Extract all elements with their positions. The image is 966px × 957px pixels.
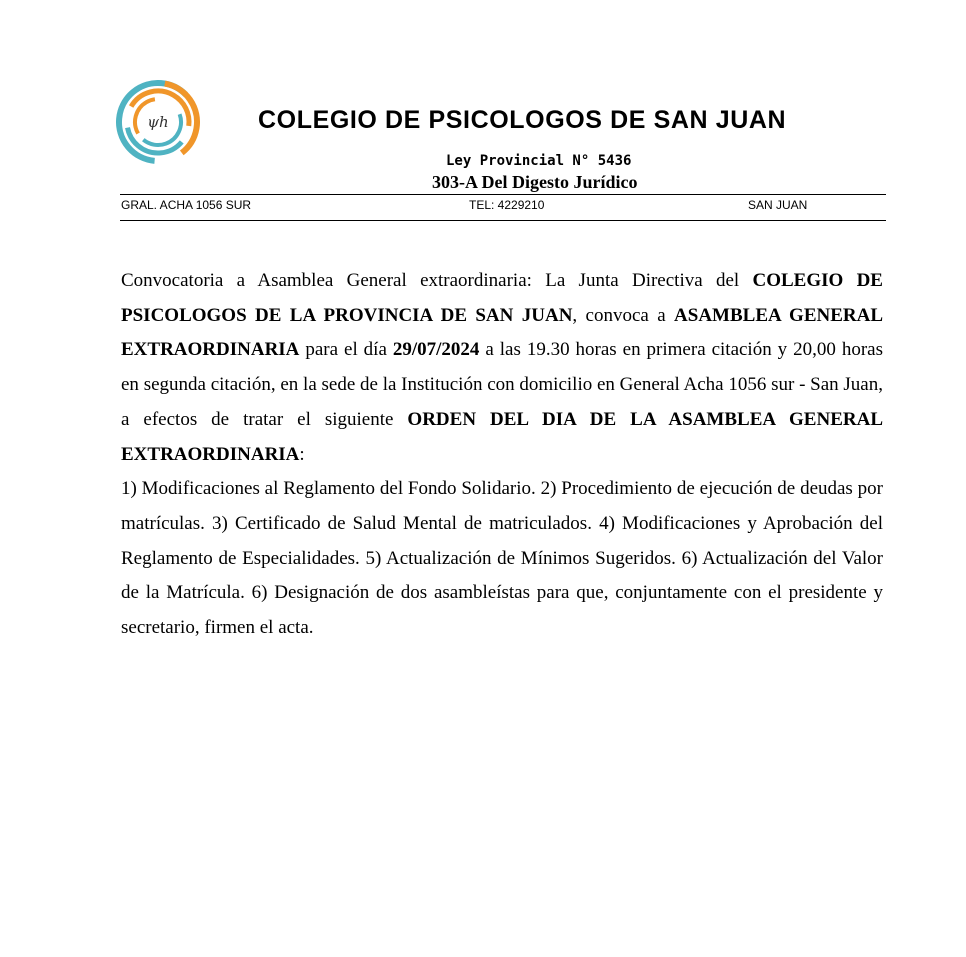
- colegio-logo: [116, 80, 200, 164]
- convoca-text: , convoca a: [572, 304, 675, 326]
- phone-text: TEL: 4229210: [469, 198, 545, 212]
- assembly-date: 29/07/2024: [392, 339, 480, 361]
- intro-text: Convocatoria a Asamblea General extraordinaria: La Junta Directiva del: [121, 270, 753, 291]
- para-text: para el día: [299, 339, 393, 361]
- header-bottom-rule: [120, 220, 886, 221]
- agenda-items: 1) Modificaciones al Reglamento del Fondo Solidario. 2) Procedimiento de ejecución de deudas por matrículas. 3) Certificado de Salud Mental de matriculados. 4) Modificaciones y Aprobación del Reglamento de Especialidades. 5) Actualización de Mínimos Sugeridos. 6) Actualización del Valor de la Matrícula. 6) Designación de dos asambleístas para que, conjuntamente con el presidente y secretario, firmen el acta.: [121, 478, 883, 639]
- logo-text: ψh: [147, 113, 169, 131]
- institution-name: COLEGIO DE PSICOLOGOS DE LA PROVINCIA DE SAN JUAN: [121, 270, 883, 326]
- assembly-name: ASAMBLEA GENERAL EXTRAORDINARIA: [121, 304, 883, 361]
- city-text: SAN JUAN: [748, 198, 808, 212]
- colon: :: [299, 443, 305, 465]
- address-text: GRAL. ACHA 1056 SUR: [121, 198, 252, 212]
- digest-line: 303-A Del Digesto Jurídico: [432, 172, 638, 192]
- convocatoria-body: [121, 264, 883, 646]
- law-line: Ley Provincial N° 5436: [446, 153, 632, 169]
- header-top-rule: [120, 194, 886, 195]
- institution-title: COLEGIO DE PSICOLOGOS DE SAN JUAN: [258, 106, 787, 134]
- details-text: a las 19.30 horas en primera citación y 20,00 horas en segunda citación, en la sede de la Institución con domicilio en General Acha 1056 sur - San Juan, a efectos de tratar el siguiente: [121, 339, 883, 430]
- convocatoria-paragraph: [121, 264, 883, 472]
- agenda-title: ORDEN DEL DIA DE LA ASAMBLEA GENERAL EXTRAORDINARIA: [121, 408, 883, 465]
